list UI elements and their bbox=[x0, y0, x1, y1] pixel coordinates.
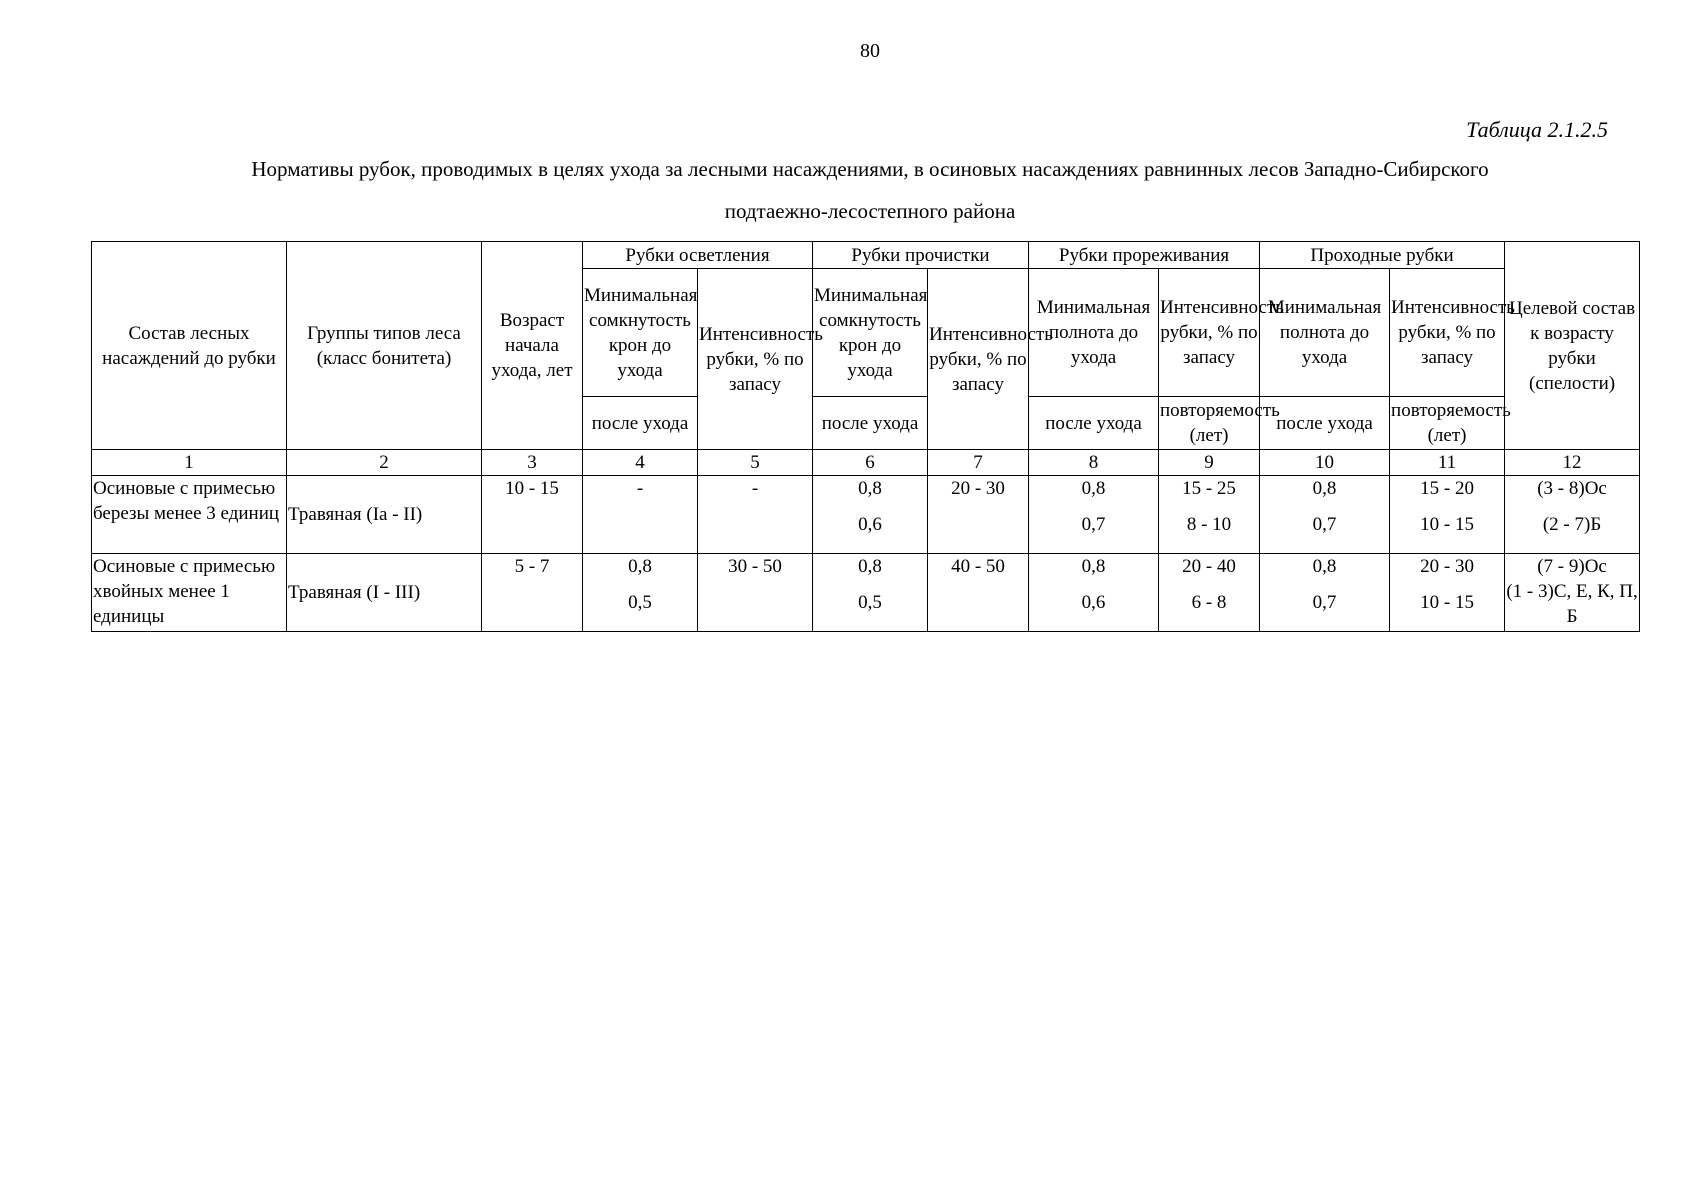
header-c9-top: Интенсивность рубки, % по запасу bbox=[1159, 269, 1260, 397]
cell-pro-intensity: 40 - 50 bbox=[928, 554, 1029, 632]
cell-prh-min bbox=[1260, 476, 1390, 554]
column-number: 7 bbox=[928, 450, 1029, 476]
target-line-2: (2 - 7)Б bbox=[1542, 514, 1602, 535]
value-after bbox=[584, 512, 696, 551]
column-number: 12 bbox=[1505, 450, 1640, 476]
cell-composition: Осиновые с примесью хвойных менее 1 единицы bbox=[92, 554, 287, 632]
header-target-composition: Целевой состав к возрасту рубки (спелости) bbox=[1505, 242, 1640, 450]
value-after: 0,6 bbox=[1081, 592, 1106, 613]
column-number: 1 bbox=[92, 450, 287, 476]
target-line-1: (7 - 9)Ос bbox=[1537, 556, 1607, 577]
value-after: 0,7 bbox=[1312, 592, 1337, 613]
value-repeat: 8 - 10 bbox=[1186, 514, 1232, 535]
header-c8-bottom: после ухода bbox=[1029, 397, 1159, 450]
cell-prr-min bbox=[1029, 554, 1159, 632]
value-before: 0,8 bbox=[1312, 556, 1337, 577]
value-after: 0,6 bbox=[858, 514, 882, 535]
cell-prr-intensity bbox=[1159, 554, 1260, 632]
value-before: 0,8 bbox=[1081, 478, 1106, 499]
header-c6-top: Минимальная сомкнутость крон до ухода bbox=[813, 269, 928, 397]
header-group-prohodnye: Проходные рубки bbox=[1260, 242, 1505, 269]
header-forest-type: Группы типов леса (класс бонитета) bbox=[287, 242, 482, 450]
header-group-prochistki: Рубки прочистки bbox=[813, 242, 1029, 269]
header-composition: Состав лесных насаждений до рубки bbox=[92, 242, 287, 450]
column-number: 10 bbox=[1260, 450, 1390, 476]
value-before: 0,8 bbox=[628, 556, 652, 577]
cell-forest-type: Травяная (I - III) bbox=[287, 554, 482, 632]
value-before: 0,8 bbox=[1312, 478, 1337, 499]
column-number: 2 bbox=[287, 450, 482, 476]
value-before: - bbox=[636, 478, 644, 499]
cell-prh-min bbox=[1260, 554, 1390, 632]
value-before: 0,8 bbox=[858, 556, 882, 577]
header-c11-top: Интенсивность рубки, % по запасу bbox=[1390, 269, 1505, 397]
header-start-age: Возраст начала ухода, лет bbox=[482, 242, 583, 450]
cell-composition: Осиновые с примесью березы менее 3 единиц bbox=[92, 476, 287, 554]
cell-osv-intensity: 30 - 50 bbox=[698, 554, 813, 632]
header-group-osvetleniya: Рубки осветления bbox=[583, 242, 813, 269]
value-after: 0,7 bbox=[1081, 514, 1106, 535]
target-line-1: (3 - 8)Ос bbox=[1537, 478, 1607, 499]
cell-osv-min bbox=[583, 476, 698, 554]
column-number: 9 bbox=[1159, 450, 1260, 476]
value-intensity: 15 - 25 bbox=[1182, 478, 1236, 499]
column-number: 6 bbox=[813, 450, 928, 476]
cell-pro-min bbox=[813, 476, 928, 554]
column-number-row bbox=[92, 450, 1640, 476]
column-number: 5 bbox=[698, 450, 813, 476]
cell-start-age: 10 - 15 bbox=[482, 476, 583, 554]
header-c5: Интенсивность рубки, % по запасу bbox=[698, 269, 813, 450]
column-number: 11 bbox=[1390, 450, 1505, 476]
cell-target bbox=[1505, 476, 1640, 554]
table-label: Таблица 2.1.2.5 bbox=[1466, 117, 1608, 142]
value-after: 0,5 bbox=[858, 592, 882, 613]
value-before: 0,8 bbox=[858, 478, 882, 499]
table-title-line-2: подтаежно-лесостепного района bbox=[724, 199, 1016, 223]
column-number: 4 bbox=[583, 450, 698, 476]
column-number: 8 bbox=[1029, 450, 1159, 476]
cell-pro-min bbox=[813, 554, 928, 632]
header-c7: Интенсивность рубки, % по запасу bbox=[928, 269, 1029, 450]
header-group-prorezhivaniya: Рубки прореживания bbox=[1029, 242, 1260, 269]
table-title-line-1: Нормативы рубок, проводимых в целях ухода за лесными насаждениями, в осиновых насаждениях равнинных лесов Западно-Сибирского bbox=[251, 157, 1489, 181]
cell-pro-intensity: 20 - 30 bbox=[928, 476, 1029, 554]
header-c10-top: Минимальная полнота до ухода bbox=[1260, 269, 1390, 397]
cell-prh-intensity bbox=[1390, 476, 1505, 554]
cell-forest-type: Травяная (Iа - II) bbox=[287, 476, 482, 554]
header-c6-bottom: после ухода bbox=[813, 397, 928, 450]
header-c4-bottom: после ухода bbox=[583, 397, 698, 450]
header-c10-bottom: после ухода bbox=[1260, 397, 1390, 450]
cell-prh-intensity bbox=[1390, 554, 1505, 632]
cell-start-age: 5 - 7 bbox=[482, 554, 583, 632]
value-after: 0,5 bbox=[628, 592, 652, 613]
value-repeat: 10 - 15 bbox=[1420, 514, 1474, 535]
value-before: 0,8 bbox=[1081, 556, 1106, 577]
table-row bbox=[92, 554, 1640, 632]
header-c9-bottom: повторяемость (лет) bbox=[1159, 397, 1260, 450]
header-group-row bbox=[92, 242, 1640, 269]
value-intensity: 20 - 40 bbox=[1182, 556, 1236, 577]
header-c8-top: Минимальная полнота до ухода bbox=[1029, 269, 1159, 397]
value-repeat: 10 - 15 bbox=[1420, 592, 1474, 613]
table-row bbox=[92, 476, 1640, 554]
cell-osv-intensity: - bbox=[698, 476, 813, 554]
cell-prr-intensity bbox=[1159, 476, 1260, 554]
header-c11-bottom: повторяемость (лет) bbox=[1390, 397, 1505, 450]
page-number: 80 bbox=[860, 40, 880, 62]
value-after: 0,7 bbox=[1312, 514, 1337, 535]
header-c4-top: Минимальная сомкнутость крон до ухода bbox=[583, 269, 698, 397]
value-repeat: 6 - 8 bbox=[1191, 592, 1227, 613]
target-line-2: (1 - 3)С, Е, К, П, Б bbox=[1506, 581, 1638, 627]
cell-target bbox=[1505, 554, 1640, 632]
value-intensity: 20 - 30 bbox=[1420, 556, 1474, 577]
column-number: 3 bbox=[482, 450, 583, 476]
cell-osv-min bbox=[583, 554, 698, 632]
norms-table bbox=[91, 241, 1640, 632]
cell-prr-min bbox=[1029, 476, 1159, 554]
value-intensity: 15 - 20 bbox=[1420, 478, 1474, 499]
